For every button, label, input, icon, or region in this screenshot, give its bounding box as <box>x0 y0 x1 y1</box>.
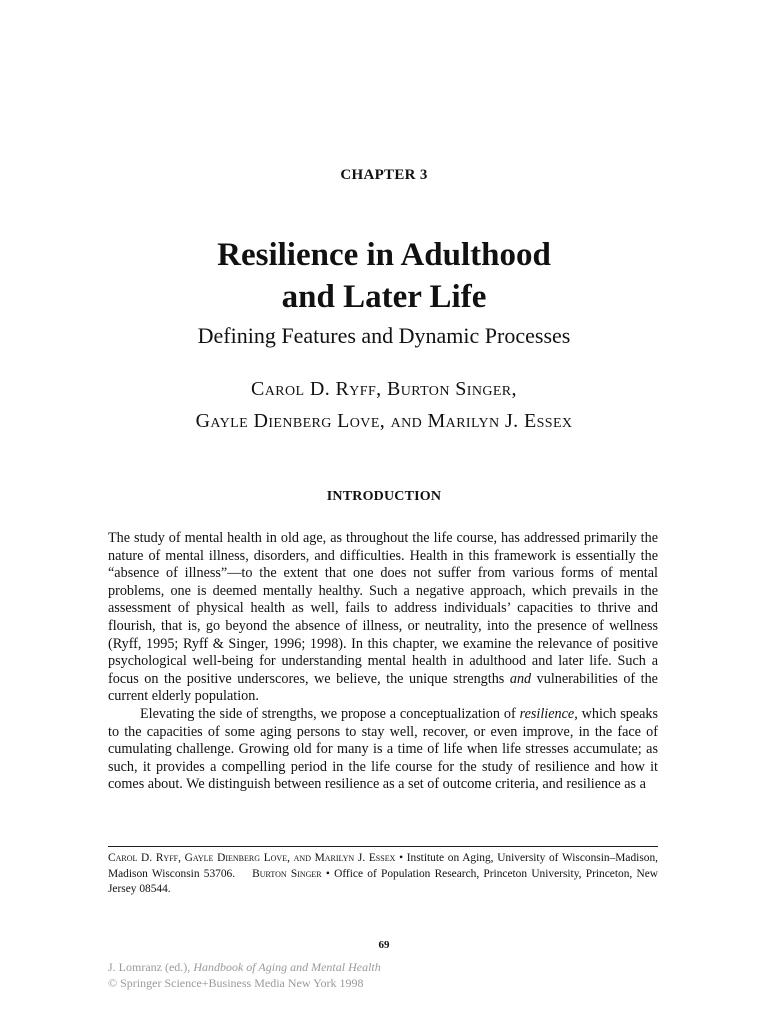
footnote-authors-a: Carol D. Ryff, Gayle Dienberg Love, and Marilyn J. Essex <box>108 852 396 864</box>
paragraph-2 <box>108 706 658 794</box>
footnote-authors-b: Burton Singer <box>252 867 322 880</box>
authors-line-1: Carol D. Ryff, Burton Singer, <box>251 378 517 400</box>
imprint-line-1 <box>108 959 381 975</box>
body-text <box>108 530 658 794</box>
footnote-affiliation-a: • Institute on Aging, University of Wisconsin–Madison, Madison Wisconsin 53706. <box>108 852 658 880</box>
footnote-divider <box>108 846 658 847</box>
chapter-subtitle: Defining Features and Dynamic Processes <box>197 323 571 348</box>
section-heading: INTRODUCTION <box>326 489 442 504</box>
paragraph-1-end: vulnerabilities of the current elderly population. <box>108 670 658 705</box>
paragraph-2-start: Elevating the side of strengths, we propose a conceptualization of <box>140 705 516 722</box>
paragraph-1-text: The study of mental health in old age, as throughout the life course, has addressed primarily the nature of mental illness, disorders, and difficulties. Health in this framework is essentially the “absence of illness”—to the extent that one does not suffer from various forms of mental problems, one is deemed mentally healthy. Such a negative approach, which prevails in the assessment of physical health as well, fails to address individuals’ capacities to thrive and flourish, that is, go beyond the absence of illness, or neutrality, into the presence of wellness (Ryff, 1995; Ryff & Singer, 1996; 1998). In this chapter, we examine the relevance of positive psychological well-being for understanding mental health in adulthood and later life. Such a focus on the positive underscores, we believe, the unique strengths <box>108 530 658 687</box>
title-line-2: and Later Life <box>281 279 487 315</box>
imprint-book-title: Handbook of Aging and Mental Health <box>193 960 381 974</box>
emphasis-resilience: resilience, <box>519 705 578 722</box>
authors-line-2: Gayle Dienberg Love, and Marilyn J. Essex <box>195 410 573 432</box>
paragraph-1 <box>108 530 658 706</box>
emphasis-and: and <box>509 670 532 687</box>
title-line-1: Resilience in Adulthood <box>217 237 551 273</box>
publisher-imprint <box>108 959 381 991</box>
footnote-affiliation-b: • Office of Population Research, Princeton University, Princeton, New Jersey 08544. <box>108 867 659 895</box>
chapter-label: CHAPTER 3 <box>340 167 428 183</box>
paragraph-2-end: which speaks to the capacities of some aging persons to stay well, recover, or even improve, in the face of cumulating challenge. Growing old for many is a time of life when life stresses accumulate; as such, it provides a compelling period in the life course for the study of resilience and how it comes about. We distinguish between resilience as a set of outcome criteria, and resilience as a <box>108 705 659 793</box>
imprint-editor: J. Lomranz (ed.), <box>108 960 191 974</box>
page-number: 69 <box>378 939 390 951</box>
author-footnote <box>108 851 658 898</box>
imprint-copyright: © Springer Science+Business Media New York 1998 <box>108 976 364 990</box>
author-list <box>0 373 768 437</box>
chapter-title <box>0 234 768 318</box>
